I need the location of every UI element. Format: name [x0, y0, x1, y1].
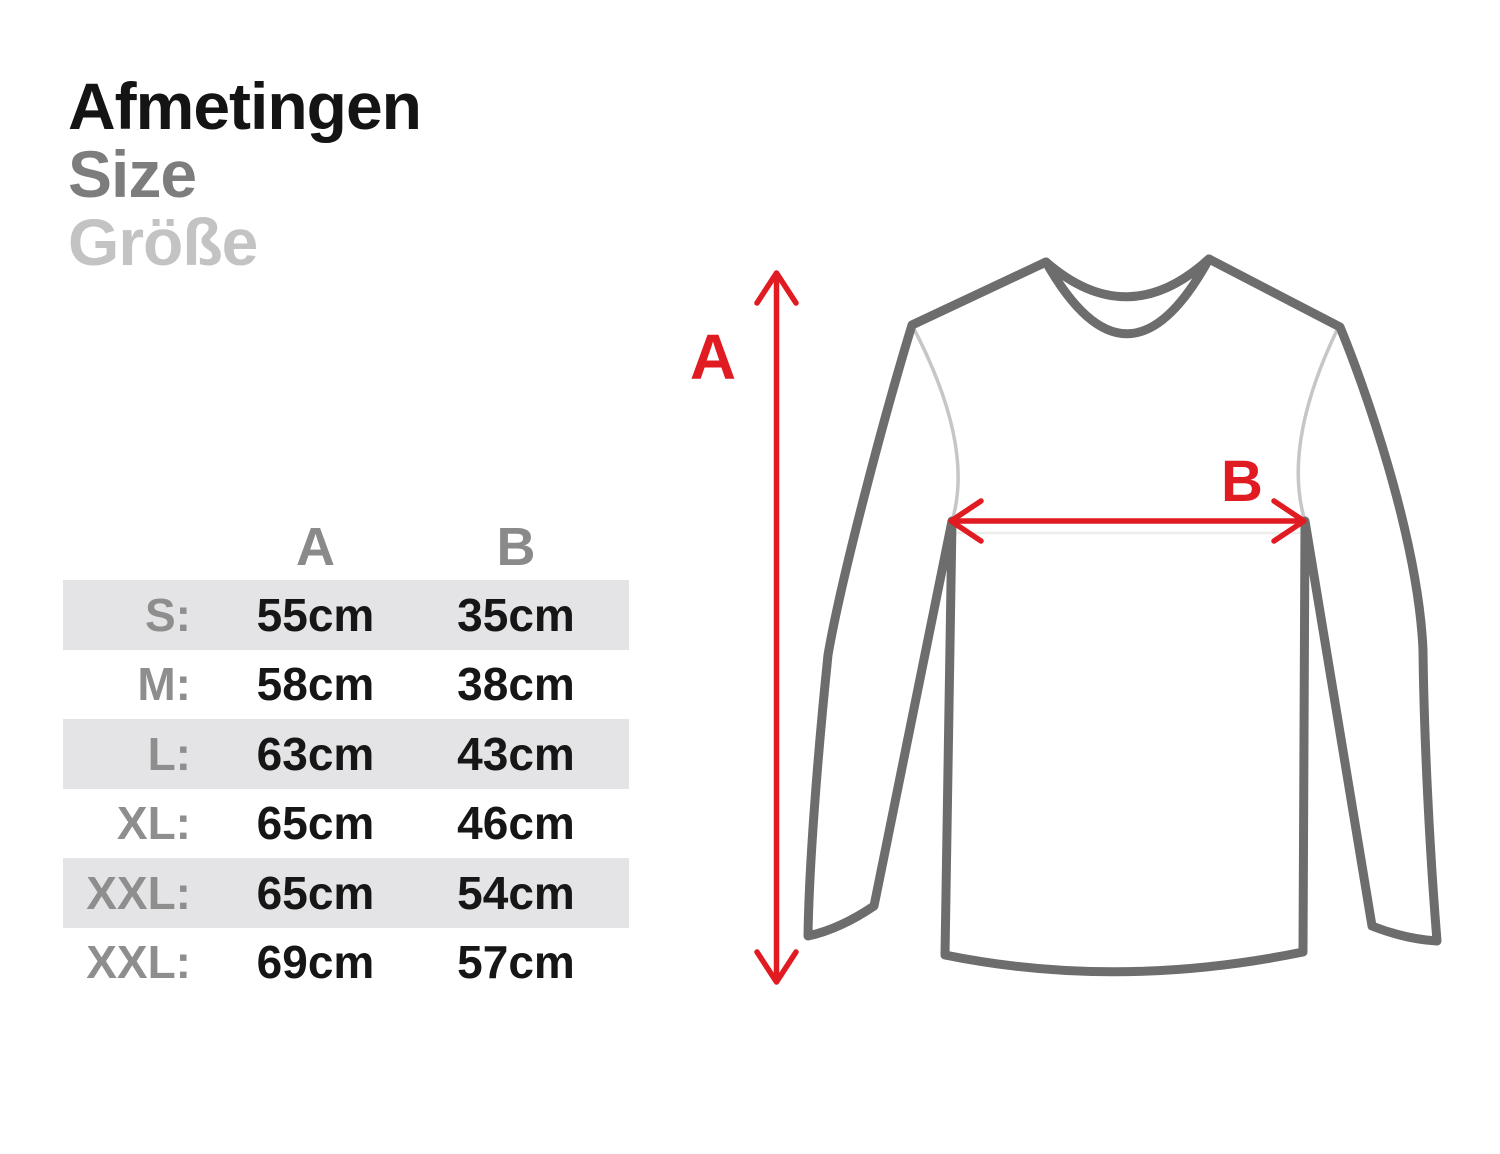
right-armhole-seam [1298, 330, 1337, 521]
size-label: XXL: [86, 936, 191, 989]
measurement-b: 57cm [457, 936, 575, 989]
dimension-label-a: A [689, 321, 737, 393]
measurement-a: 63cm [256, 727, 375, 780]
size-label: L: [147, 727, 191, 780]
size-label: XL: [116, 797, 191, 850]
measurement-b: 54cm [457, 866, 575, 919]
collar [1046, 259, 1209, 334]
measurement-arrow-a [757, 273, 796, 982]
size-label: XXL: [86, 866, 191, 919]
measurement-b: 43cm [457, 727, 575, 780]
title-english: Size [68, 137, 197, 211]
measurement-a: 55cm [256, 588, 375, 641]
title-dutch: Afmetingen [68, 69, 421, 143]
measurement-a: 65cm [256, 866, 375, 919]
column-header-a: A [296, 517, 335, 577]
measurement-b: 46cm [457, 797, 575, 850]
measurement-a: 65cm [256, 797, 375, 850]
measurement-b: 35cm [457, 588, 575, 641]
title-german: Größe [68, 205, 258, 279]
dimension-label-b: B [1221, 449, 1263, 514]
column-header-b: B [496, 517, 536, 577]
shirt-outline [808, 259, 1437, 972]
measurement-a: 58cm [256, 658, 375, 711]
size-label: M: [137, 658, 191, 711]
measurement-b: 38cm [457, 658, 575, 711]
measurement-a: 69cm [256, 936, 375, 989]
left-armhole-seam [912, 325, 958, 521]
size-label: S: [145, 588, 191, 641]
